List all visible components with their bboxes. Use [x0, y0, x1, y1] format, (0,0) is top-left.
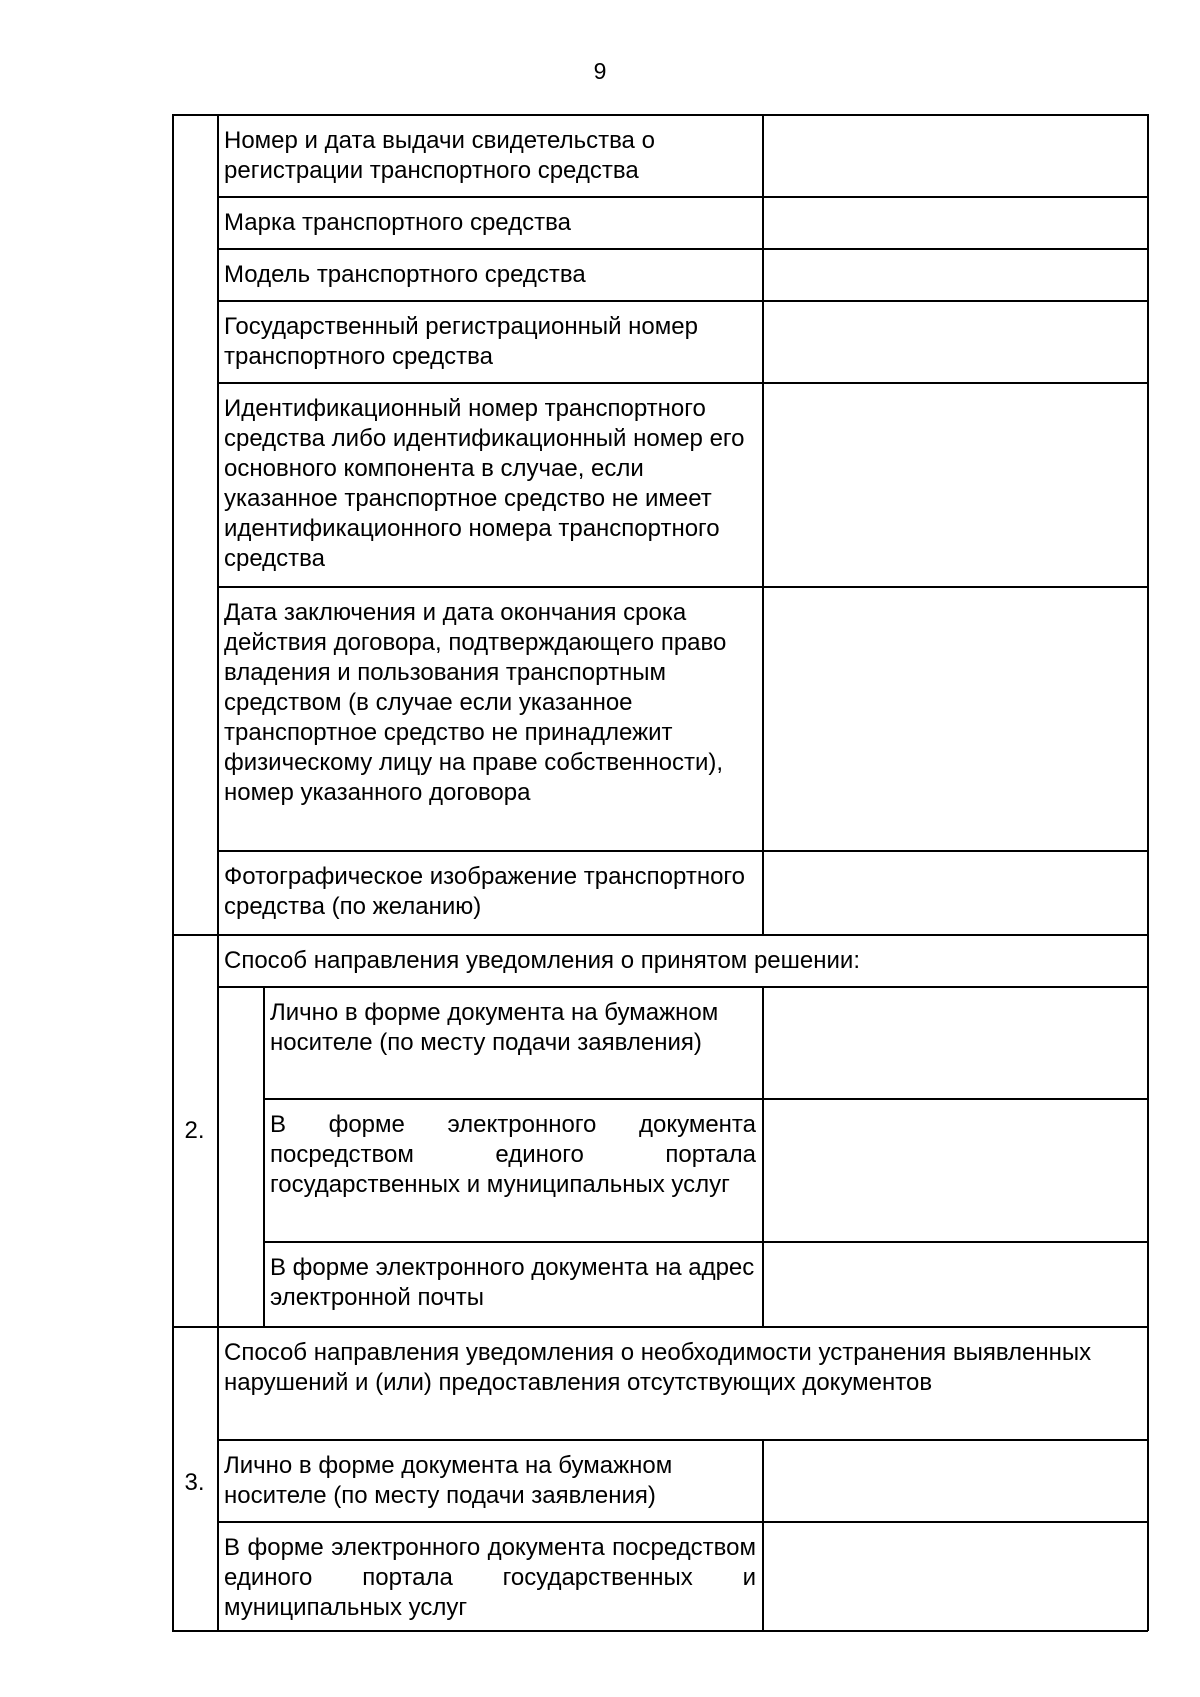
- section3-heading: Способ направления уведомления о необходимости устранения выявленных нарушений и (или) предоставления отсутствующих документов: [224, 1339, 1092, 1396]
- field-value-contract-dates[interactable]: [762, 586, 1147, 850]
- section-number-3: 3.: [184, 1469, 205, 1496]
- option-label-notify-portal: В форме электронного документа посредством единого портала государственных и муниципальных услуг: [270, 1111, 756, 1198]
- page-number: 9: [593, 58, 607, 84]
- option-value-notify-portal[interactable]: [762, 1098, 1147, 1241]
- checkbox-notify-paper[interactable]: [217, 986, 263, 1098]
- field-value-vehicle-photo[interactable]: [762, 850, 1147, 934]
- table-border-bottom: [172, 1630, 1148, 1632]
- option-label-notify-email: В форме электронного документа на адрес электронной почты: [270, 1254, 755, 1311]
- field-label-contract-dates: Дата заключения и дата окончания срока действия договора, подтверждающего право владения и пользования транспортным средством (в случае если указанное транспортное средство не принадлежит физическому лицу на праве собственности), номер указанного договора: [224, 599, 727, 806]
- option-label-notify-paper: Лично в форме документа на бумажном носителе (по месту подачи заявления): [270, 999, 719, 1056]
- table-border-left: [172, 114, 174, 1631]
- field-value-registration-certificate[interactable]: [762, 114, 1147, 196]
- field-value-vehicle-model[interactable]: [762, 248, 1147, 300]
- checkbox-notify-email[interactable]: [217, 1241, 263, 1326]
- option-value-notify-email[interactable]: [762, 1241, 1147, 1326]
- field-value-registration-number[interactable]: [762, 300, 1147, 382]
- section2-heading: Способ направления уведомления о принятом решении:: [224, 947, 860, 974]
- option-label-violation-paper: Лично в форме документа на бумажном носителе (по месту подачи заявления): [224, 1452, 673, 1509]
- option-value-notify-paper[interactable]: [762, 986, 1147, 1098]
- field-label-registration-number: Государственный регистрационный номер транспортного средства: [224, 313, 698, 370]
- application-form-table: [172, 114, 1148, 1630]
- option-value-violation-portal[interactable]: [762, 1521, 1147, 1630]
- field-value-vin[interactable]: [762, 382, 1147, 586]
- section-number-2: 2.: [184, 1117, 205, 1144]
- field-label-vehicle-model: Модель транспортного средства: [224, 261, 586, 288]
- field-label-vehicle-photo: Фотографическое изображение транспортного средства (по желанию): [224, 863, 746, 920]
- option-value-violation-paper[interactable]: [762, 1439, 1147, 1521]
- field-value-vehicle-make[interactable]: [762, 196, 1147, 248]
- field-label-vehicle-make: Марка транспортного средства: [224, 209, 571, 236]
- field-label-vin: Идентификационный номер транспортного средства либо идентификационный номер его основного компонента в случае, если указанное транспортное средство не имеет идентификационного номера транспортного средства: [224, 395, 745, 572]
- field-label-registration-certificate: Номер и дата выдачи свидетельства о регистрации транспортного средства: [224, 127, 655, 184]
- option-label-violation-portal: В форме электронного документа посредством единого портала государственных и муниципальных услуг: [224, 1534, 756, 1621]
- checkbox-notify-portal[interactable]: [217, 1098, 263, 1241]
